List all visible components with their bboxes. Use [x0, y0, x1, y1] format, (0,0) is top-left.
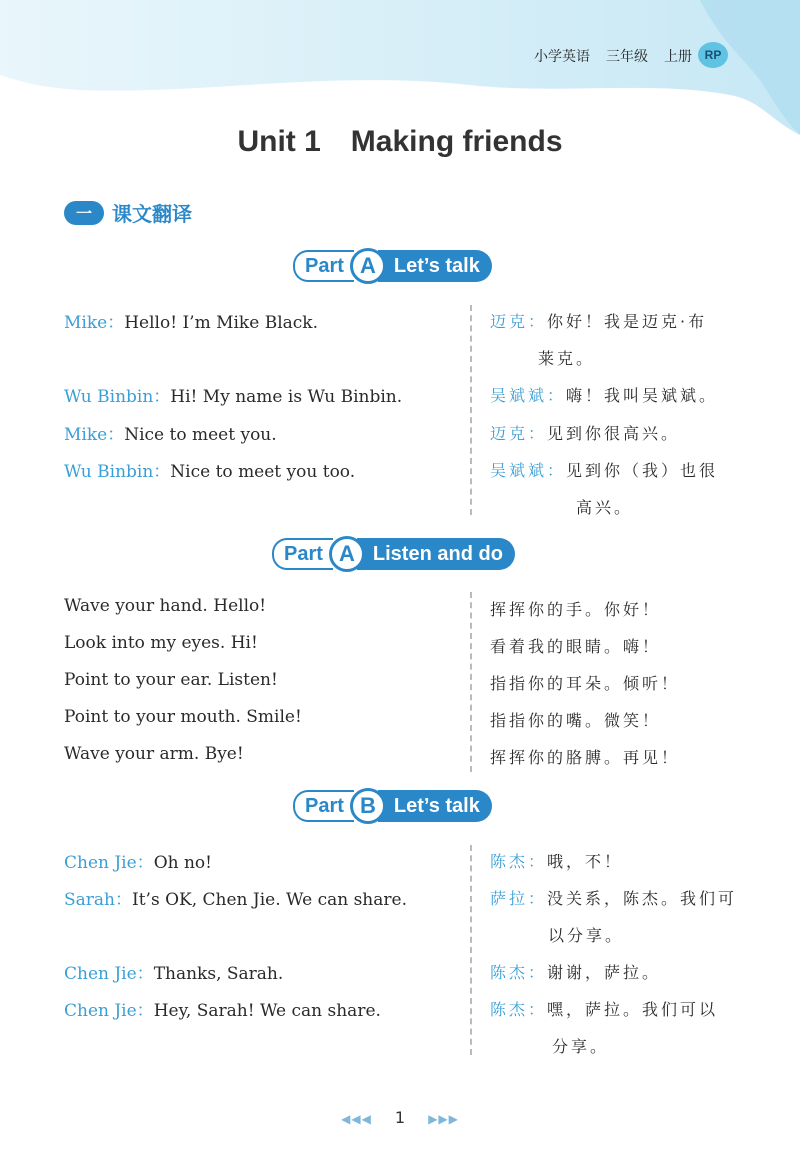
part-label: Part [272, 538, 333, 570]
part-banner-a-listen [272, 538, 515, 570]
part-label: Part [293, 790, 354, 822]
zh-line-cont: 以分享。 [548, 926, 625, 945]
column-divider [470, 592, 472, 772]
part-name: Let’s talk [378, 790, 492, 822]
part-label: Part [293, 250, 354, 282]
part-banner-b-talk [293, 790, 492, 822]
zh-line: 陈杰：谢谢，萨拉。 [490, 963, 662, 982]
zh-line-cont: 高兴。 [576, 498, 634, 517]
zh-line: 陈杰：哦，不！ [490, 852, 624, 871]
en-line: Chen Jie：Thanks, Sarah. [64, 964, 284, 984]
zh-line: 吴斌斌：嗨！我叫吴斌斌。 [490, 386, 719, 405]
en-line: Wu Binbin：Nice to meet you too. [64, 462, 356, 482]
zh-line: 迈克：见到你很高兴。 [490, 424, 681, 443]
en-line: Mike：Nice to meet you. [64, 425, 277, 445]
en-line: Sarah：It’s OK, Chen Jie. We can share. [64, 890, 407, 910]
zh-line-cont: 分享。 [552, 1037, 610, 1056]
part-name: Listen and do [357, 538, 515, 570]
zh-line: 指指你的耳朵。倾听！ [490, 674, 681, 693]
part-banner-a-talk [293, 250, 492, 282]
part-name: Let’s talk [378, 250, 492, 282]
column-divider [470, 305, 472, 515]
page-footer [0, 1108, 800, 1127]
header-info [534, 46, 692, 66]
zh-line: 萨拉：没关系，陈杰。我们可 [490, 889, 738, 908]
part-letter: A [350, 248, 386, 284]
left-arrows-icon: ◀◀◀ [341, 1112, 372, 1126]
en-line: Point to your mouth. Smile! [64, 707, 302, 727]
right-arrows-icon: ▶▶▶ [428, 1112, 459, 1126]
zh-line: 吴斌斌：见到你（我）也很 [490, 461, 719, 480]
part-letter: B [350, 788, 386, 824]
en-line: Look into my eyes. Hi! [64, 633, 258, 653]
header-volume: 上册 [664, 49, 692, 65]
zh-line: 迈克：你好！我是迈克·布 [490, 312, 708, 331]
zh-line: 陈杰：嘿，萨拉。我们可以 [490, 1000, 719, 1019]
en-line: Wu Binbin：Hi! My name is Wu Binbin. [64, 387, 403, 407]
section-number: 一 [64, 201, 104, 225]
header-subject: 小学英语 [534, 49, 590, 65]
en-line: Wave your arm. Bye! [64, 744, 244, 764]
en-line: Point to your ear. Listen! [64, 670, 278, 690]
page-number: 1 [394, 1108, 406, 1127]
section-title: 课文翻译 [112, 202, 192, 226]
section-heading [64, 198, 192, 227]
column-divider [470, 845, 472, 1055]
zh-line: 看着我的眼睛。嗨！ [490, 637, 662, 656]
zh-line-cont: 莱克。 [538, 349, 596, 368]
en-line: Chen Jie：Oh no! [64, 853, 212, 873]
part-letter: A [329, 536, 365, 572]
zh-line: 挥挥你的胳膊。再见！ [490, 748, 681, 767]
page-title: Unit 1 Making friends [237, 125, 563, 158]
zh-line: 指指你的嘴。微笑！ [490, 711, 662, 730]
header-grade: 三年级 [606, 49, 648, 65]
en-line: Chen Jie：Hey, Sarah! We can share. [64, 1001, 381, 1021]
zh-line: 挥挥你的手。你好！ [490, 600, 662, 619]
rp-badge: RP [698, 42, 728, 68]
en-line: Mike：Hello! I’m Mike Black. [64, 313, 318, 333]
en-line: Wave your hand. Hello! [64, 596, 267, 616]
